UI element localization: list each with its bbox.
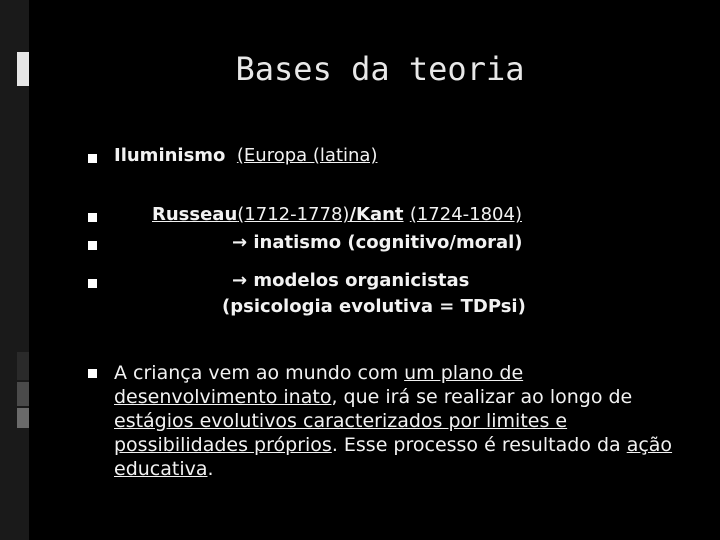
arrow-right-icon: → bbox=[232, 270, 248, 291]
bar-block-dark bbox=[17, 352, 29, 380]
para-text-3: . Esse processo é resultado da bbox=[331, 434, 627, 456]
bullet-icon bbox=[88, 154, 97, 163]
item-iluminismo bbox=[114, 145, 377, 166]
bullet-icon bbox=[88, 279, 97, 288]
kant-dates: (1724-1804) bbox=[409, 204, 522, 225]
item-iluminismo-bold: Iluminismo bbox=[114, 145, 226, 166]
bullet-icon bbox=[88, 241, 97, 250]
para-text-2: , que irá se realizar ao longo de bbox=[331, 386, 633, 408]
bar-block-light bbox=[17, 408, 29, 428]
para-text-1: A criança vem ao mundo com bbox=[114, 362, 405, 384]
kant-name: /Kant bbox=[349, 204, 404, 225]
bar-block-mid bbox=[17, 382, 29, 406]
para-text-4: . bbox=[207, 458, 214, 480]
para-underline-2: estágios evolutivos caracterizados por limites e possibilidades próprios bbox=[114, 410, 568, 456]
slide-title: Bases da teoria bbox=[235, 50, 525, 88]
item-inatismo-text: inatismo (cognitivo/moral) bbox=[253, 232, 523, 253]
russeau-dates: (1712-1778) bbox=[237, 204, 350, 225]
russeau-name: Russeau bbox=[152, 204, 238, 225]
item-organicistas-text: modelos organicistas bbox=[253, 270, 470, 291]
para-underline-1: um plano de desenvolvimento inato bbox=[114, 362, 524, 408]
para-underline-3: ação educativa bbox=[114, 434, 673, 480]
item-organicistas-line2: (psicologia evolutiva = TDPsi) bbox=[222, 296, 526, 317]
paragraph-crianca bbox=[114, 361, 684, 481]
item-iluminismo-rest: (Europa (latina) bbox=[236, 145, 378, 166]
item-inatismo bbox=[232, 232, 523, 253]
bullet-icon bbox=[88, 369, 97, 378]
arrow-right-icon: → bbox=[232, 232, 248, 253]
bullet-icon bbox=[88, 213, 97, 222]
item-russeau-kant bbox=[152, 204, 522, 225]
item-organicistas bbox=[232, 270, 469, 291]
